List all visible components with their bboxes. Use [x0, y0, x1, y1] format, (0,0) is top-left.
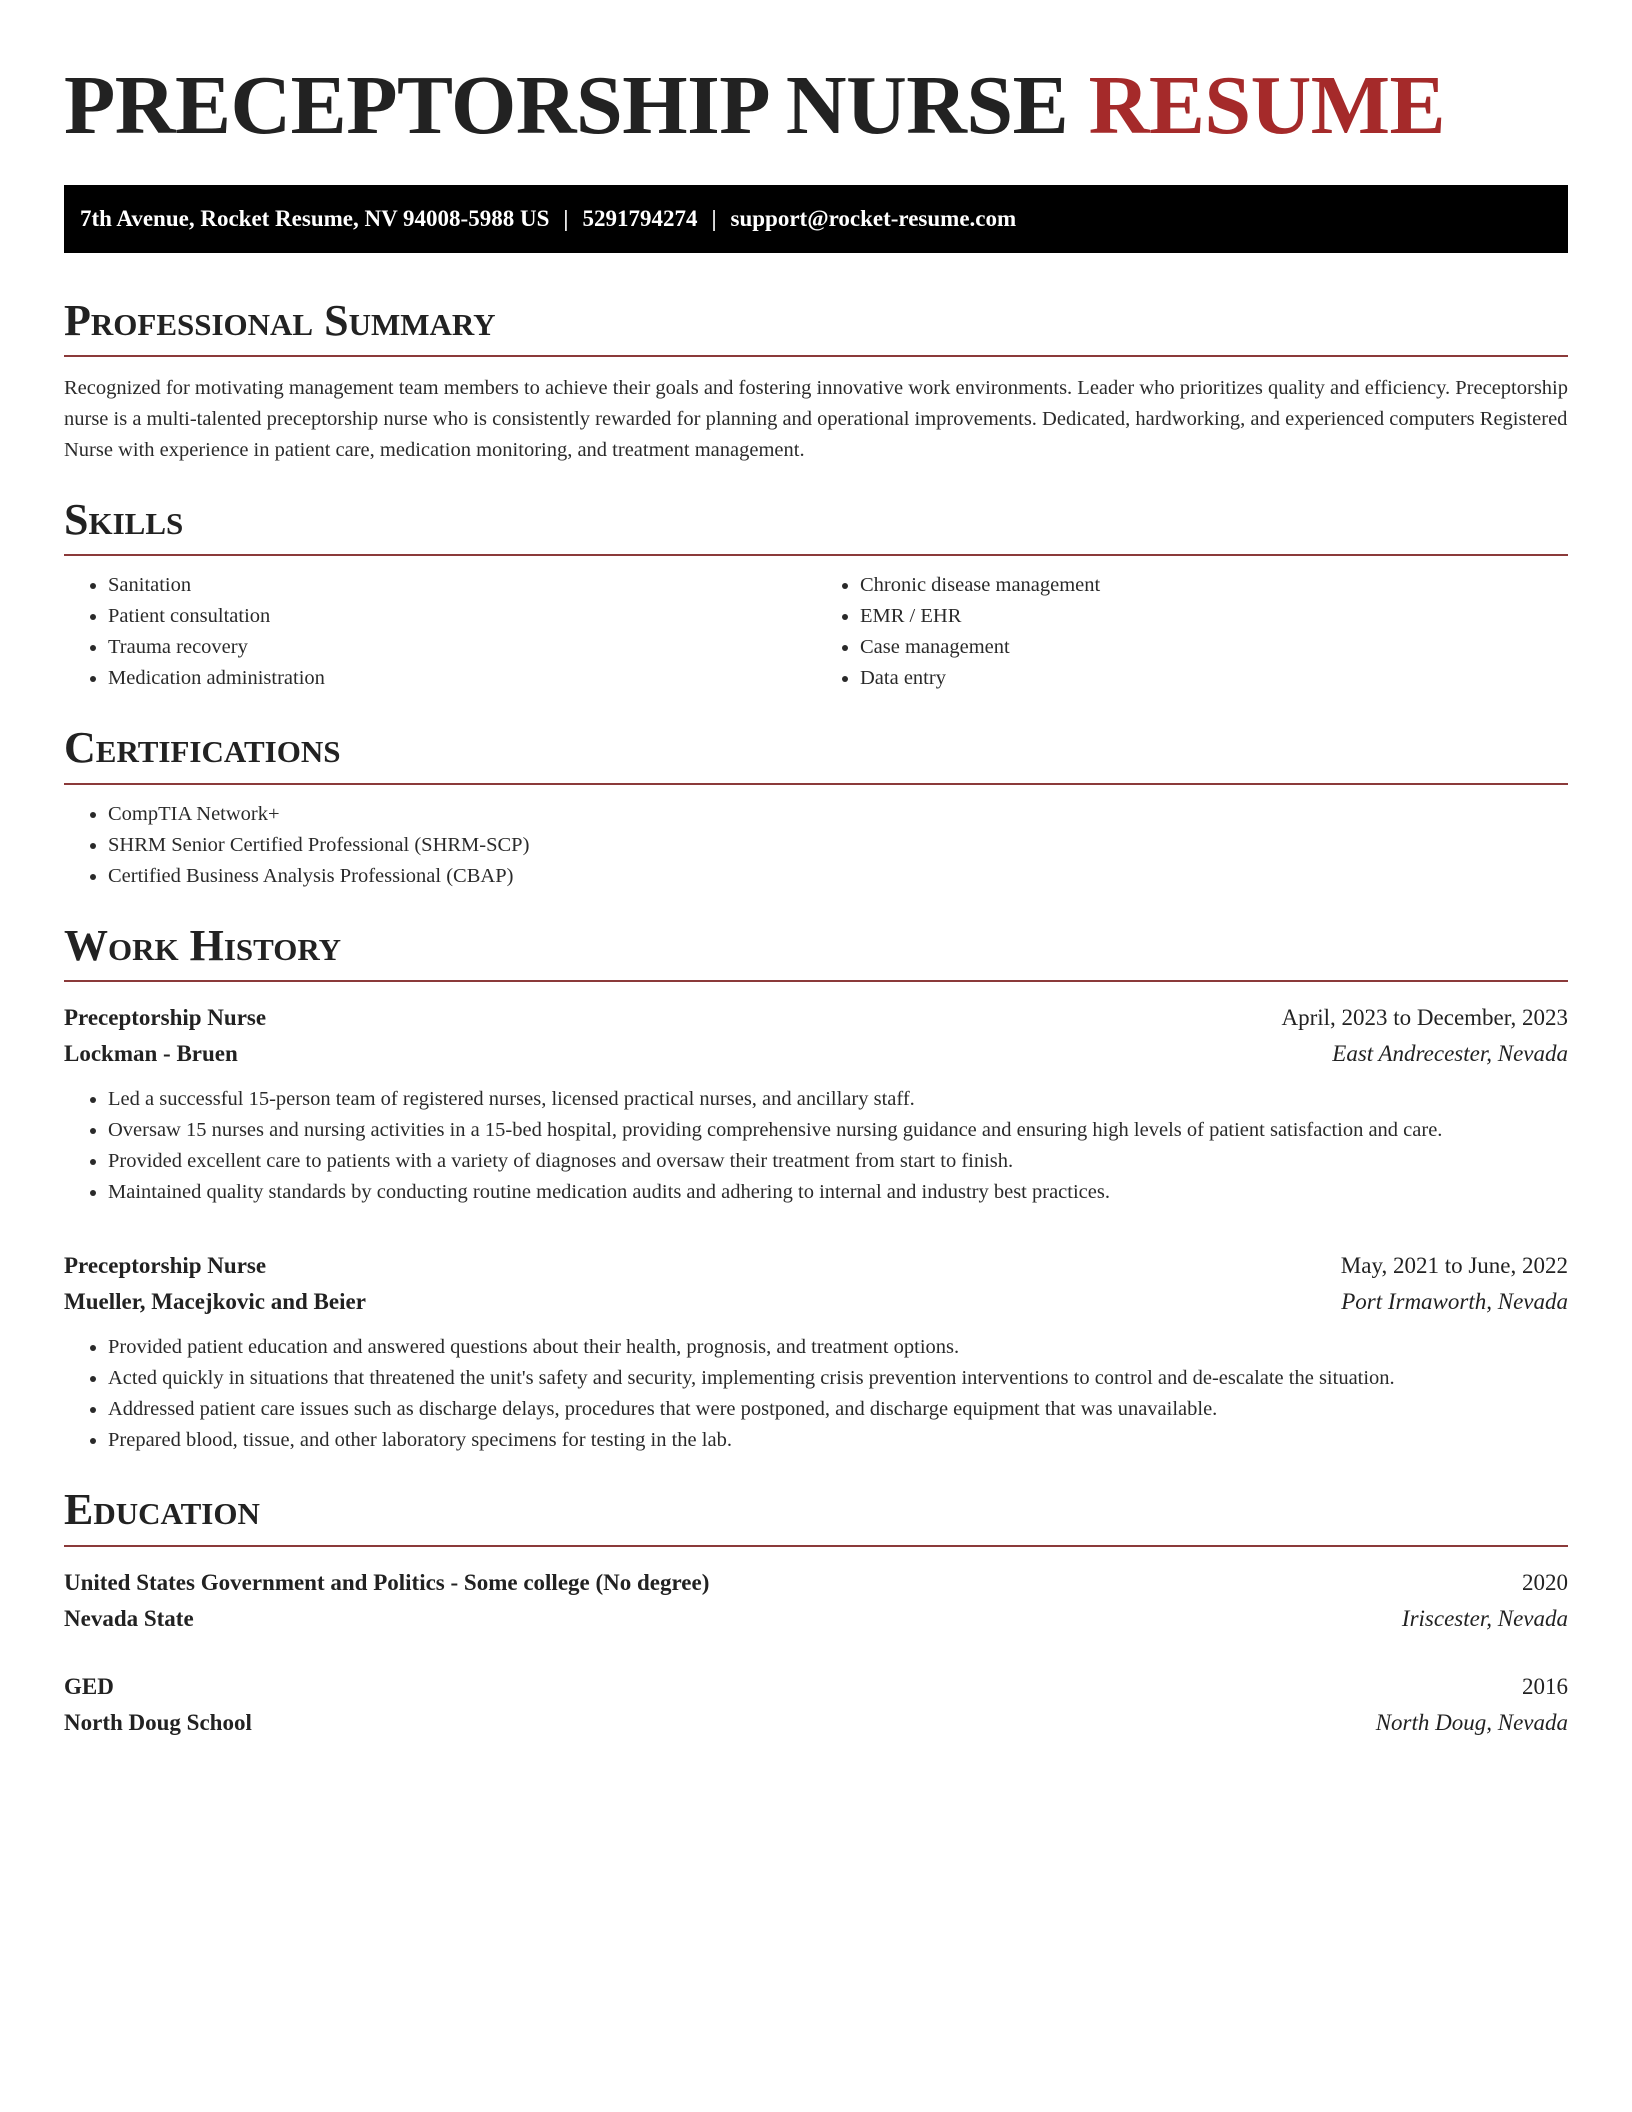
work-history-heading: Work History — [64, 922, 1568, 982]
contact-address: 7th Avenue, Rocket Resume, NV 94008-5988 US — [80, 205, 550, 231]
certifications-heading: Certifications — [64, 724, 1568, 784]
education-entry — [64, 1565, 1568, 1637]
job-company-row — [64, 1036, 1568, 1072]
summary-heading: Professional Summary — [64, 297, 1568, 357]
education-degree: GED — [64, 1673, 114, 1699]
work-history-section — [64, 922, 1568, 1456]
education-school: North Doug School — [64, 1709, 252, 1735]
title-accent: RESUME — [1088, 59, 1446, 152]
skills-section — [64, 496, 1568, 694]
education-school-row — [64, 1601, 1568, 1637]
contact-email[interactable]: support@rocket-resume.com — [730, 205, 1017, 231]
certifications-list — [64, 799, 1568, 892]
job-company: Lockman - Bruen — [64, 1041, 238, 1067]
contact-bar — [64, 185, 1568, 253]
title-main: PRECEPTORSHIP NURSE — [64, 59, 1069, 152]
skill-item: • Sanitation — [108, 570, 816, 601]
education-section — [64, 1486, 1568, 1740]
contact-separator: | — [563, 205, 569, 231]
job-bullets — [64, 1332, 1568, 1456]
education-entry — [64, 1669, 1568, 1741]
contact-separator: | — [711, 205, 717, 231]
certification-item: • SHRM Senior Certified Professional (SHRM-SCP) — [108, 830, 1568, 861]
skills-list-right — [816, 570, 1568, 694]
skill-item: • Trauma recovery — [108, 632, 816, 663]
resume-title — [64, 58, 1568, 155]
certification-item: • CompTIA Network+ — [108, 799, 1568, 830]
job-dates: April, 2023 to December, 2023 — [1281, 1005, 1568, 1031]
skill-item: • Patient consultation — [108, 601, 816, 632]
skill-item: • Data entry — [860, 663, 1568, 694]
contact-phone: 5291794274 — [582, 205, 698, 231]
certifications-section — [64, 724, 1568, 891]
job-header-row — [64, 1248, 1568, 1284]
skill-item: • Case management — [860, 632, 1568, 663]
education-location: Iriscester, Nevada — [1401, 1605, 1568, 1631]
job-entry — [64, 1248, 1568, 1456]
education-degree-row — [64, 1669, 1568, 1705]
education-year: 2016 — [1522, 1673, 1568, 1699]
job-bullet: • Addressed patient care issues such as discharge delays, procedures that were postponed, and discharge equipment that was unavailable. — [108, 1394, 1568, 1425]
job-bullet: • Prepared blood, tissue, and other laboratory specimens for testing in the lab. — [108, 1425, 1568, 1456]
job-title: Preceptorship Nurse — [64, 1005, 267, 1031]
skill-item: • EMR / EHR — [860, 601, 1568, 632]
job-bullets — [64, 1084, 1568, 1208]
education-degree-row — [64, 1565, 1568, 1601]
skills-list-left — [64, 570, 816, 694]
job-bullet: • Acted quickly in situations that threatened the unit's safety and security, implementing crisis prevention interventions to control and de-escalate the situation. — [108, 1363, 1568, 1394]
job-dates: May, 2021 to June, 2022 — [1340, 1253, 1568, 1279]
job-bullet: • Provided excellent care to patients with a variety of diagnoses and oversaw their treatment from start to finish. — [108, 1146, 1568, 1177]
certification-item: • Certified Business Analysis Professional (CBAP) — [108, 861, 1568, 892]
job-bullet: • Provided patient education and answered questions about their health, prognosis, and treatment options. — [108, 1332, 1568, 1363]
skills-grid — [64, 570, 1568, 694]
job-location: Port Irmaworth, Nevada — [1341, 1289, 1568, 1315]
job-bullet: • Led a successful 15-person team of registered nurses, licensed practical nurses, and ancillary staff. — [108, 1084, 1568, 1115]
education-school: Nevada State — [64, 1605, 194, 1631]
education-year: 2020 — [1522, 1569, 1568, 1595]
summary-section — [64, 297, 1568, 466]
job-company-row — [64, 1284, 1568, 1320]
skill-item: • Chronic disease management — [860, 570, 1568, 601]
job-header-row — [64, 1000, 1568, 1036]
job-bullet: • Maintained quality standards by conducting routine medication audits and adhering to internal and industry best practices. — [108, 1177, 1568, 1208]
education-school-row — [64, 1705, 1568, 1741]
education-location: North Doug, Nevada — [1375, 1709, 1568, 1735]
skill-item: • Medication administration — [108, 663, 816, 694]
job-location: East Andrecester, Nevada — [1332, 1041, 1568, 1067]
skills-heading: Skills — [64, 496, 1568, 556]
summary-text: Recognized for motivating management team members to achieve their goals and fostering innovative work environments. Leader who prioritizes quality and efficiency. Preceptorship nurse is a multi-talented preceptorship nurse who is consistently rewarded for planning and operational improvements. Dedicated, hardworking, and experienced computers Registered Nurse with experience in patient care, medication monitoring, and treatment management. — [64, 376, 1568, 461]
job-title: Preceptorship Nurse — [64, 1253, 267, 1279]
education-heading: Education — [64, 1486, 1568, 1546]
job-bullet: • Oversaw 15 nurses and nursing activities in a 15-bed hospital, providing comprehensive nursing guidance and ensuring high levels of patient satisfaction and care. — [108, 1115, 1568, 1146]
job-entry — [64, 1000, 1568, 1208]
education-degree: United States Government and Politics - Some college (No degree) — [64, 1569, 710, 1595]
job-company: Mueller, Macejkovic and Beier — [64, 1289, 366, 1315]
